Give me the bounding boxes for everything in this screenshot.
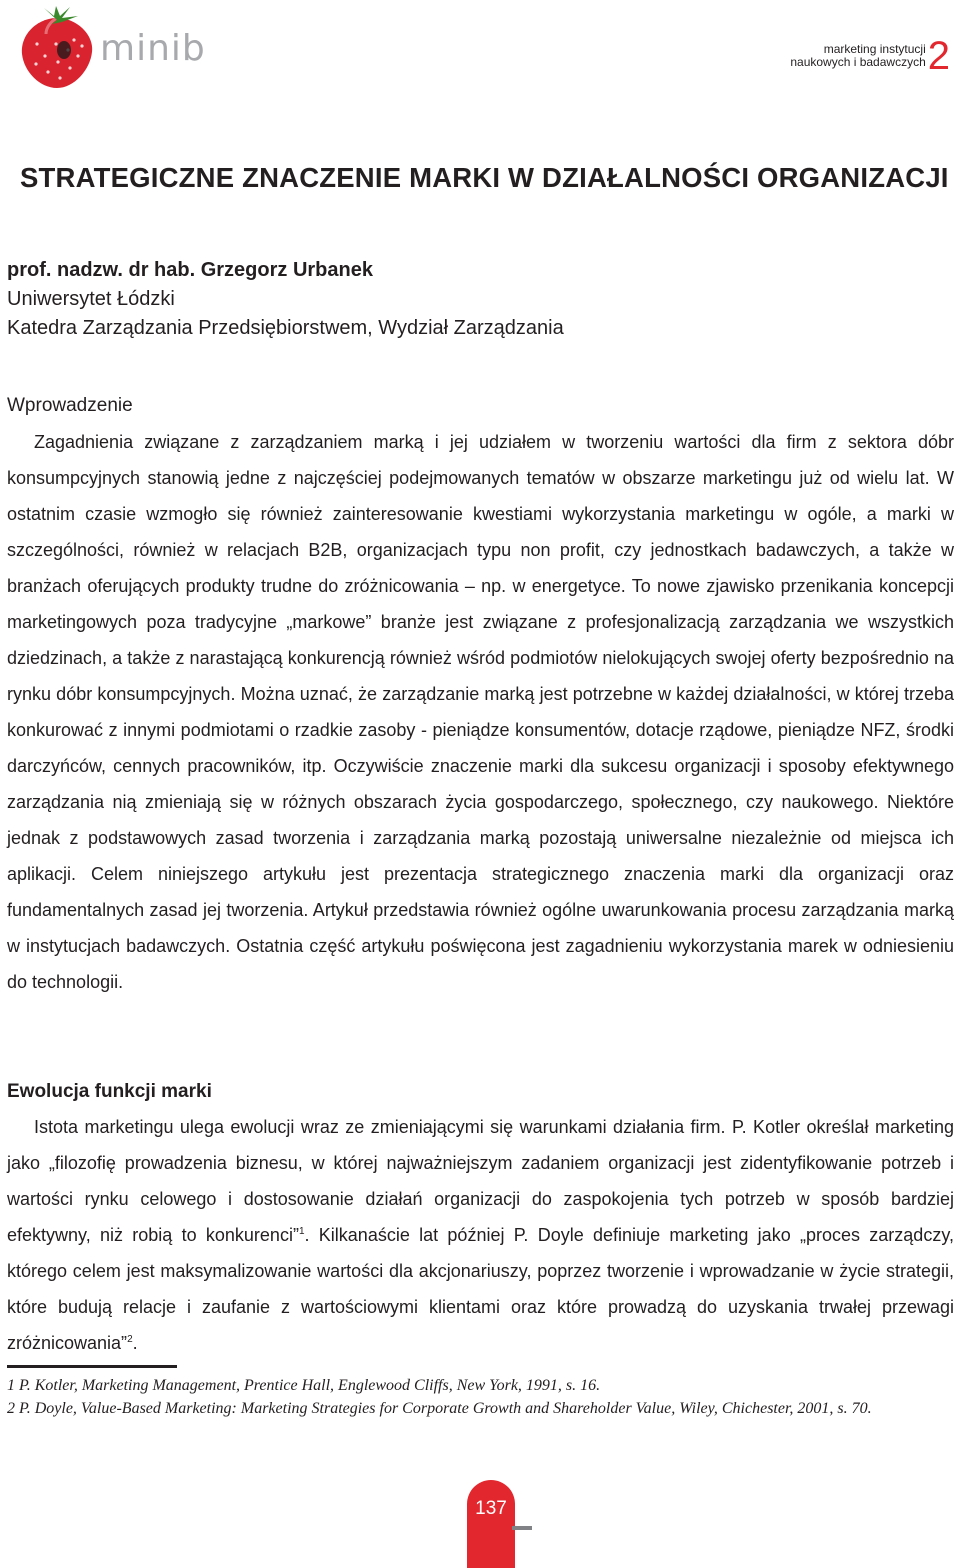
section-heading-intro: Wprowadzenie <box>7 395 133 416</box>
evolution-text-a: Istota marketingu ulega ewolucji wraz ze zmieniającymi się warunkami działania firm. P. Kotler określał marketing jako „filozofię prowadzenia biznesu, w której najważniejszym zadaniem organizacji jest zidentyfikowanie potrzeb i wartości rynku celowego i dostosowanie działań organizacji do zaspokojenia tych potrzeb w sposób bardziej efektywny, niż robią to konkurenci” <box>7 1117 954 1245</box>
evolution-text-b: . Kilkanaście lat później P. Doyle definiuje marketing jako „proces zarządczy, którego celem jest maksymalizowanie wartości dla akcjonariuszy, poprzez tworzenie i wprowadzanie w życie strategii, które budują relacje i zaufanie z wartościowymi klientami oraz które prowadzą do uzyskania trwałej przewagi zróżnicowania” <box>7 1225 954 1353</box>
footnote-divider <box>7 1365 177 1368</box>
page-number-accent <box>512 1526 532 1530</box>
evolution-paragraph <box>7 1109 954 1361</box>
logo-wordmark: minib <box>100 28 206 69</box>
article-title: STRATEGICZNE ZNACZENIE MARKI W DZIAŁALNOŚCI ORGANIZACJI <box>20 162 949 193</box>
author-affiliation-1: Uniwersytet Łódzki <box>7 288 175 310</box>
page-number-tab <box>467 1480 515 1568</box>
publication-brand <box>790 36 950 76</box>
footnotes <box>7 1375 954 1420</box>
intro-text: Zagadnienia związane z zarządzaniem marką i jej udziałem w tworzeniu wartości dla firm z sektora dóbr konsumpcyjnych stanowią jedne z najczęściej podejmowanych tematów w obszarze marketingu już od wielu lat. W ostatnim czasie wzmogło się również zainteresowanie kwestiami wykorzystania marketingu w ogóle, a marki w szczególności, również w relacjach B2B, organizacjach typu non profit, czy jednostkach badawczych, a także w branżach oferujących produkty trudne do zróżnicowania – np. w energetyce. To nowe zjawisko przenikania koncepcji marketingowych poza tradycyjne „markowe” branże jest związane z profesjonalizacją zarządzania we wszystkich dziedzinach, a także z narastającą konkurencją również wśród podmiotów nielokujących swojej oferty bezpośrednio na rynku dóbr konsumpcyjnych. Można uznać, że zarządzanie marką jest potrzebne w każdej działalności, w której trzeba konkurować z innymi podmiotami o rzadkie zasoby - pieniądze konsumentów, dotacje rządowe, pieniądze NFZ, środki darczyńców, cennych pracowników, itp. Oczywiście znaczenie marki dla sukcesu organizacji i sposoby efektywnego zarządzania nią zmieniają się w różnych obszarach życia gospodarczego, społecznego, czy naukowego. Niektóre jednak z podstawowych zasad tworzenia i zarządzania marką pozostają uniwersalne niezależnie od miejsca ich aplikacji. Celem niniejszego artykułu jest prezentacja strategicznego znaczenia marki dla organizacji oraz fundamentalnych zasad jej tworzenia. Artykuł przedstawia również ogólne uwarunkowania procesu zarządzania marką w instytucjach badawczych. Ostatnia część artykułu poświęcona jest zagadnieniu wykorzystania marek w odniesieniu do technologii. <box>7 432 954 992</box>
intro-paragraph <box>7 424 954 1000</box>
author-affiliation-2: Katedra Zarządzania Przedsiębiorstwem, Wydział Zarządzania <box>7 317 564 339</box>
footnote-ref-1[interactable]: 1 <box>298 1226 305 1237</box>
footnote-ref-2[interactable]: 2 <box>127 1334 133 1345</box>
footnote-1: 1 P. Kotler, Marketing Management, Prentice Hall, Englewood Cliffs, New York, 1991, s. 16. <box>7 1377 601 1394</box>
section-heading-evolution: Ewolucja funkcji marki <box>7 1081 212 1102</box>
page-header <box>0 0 960 100</box>
page-number: 137 <box>475 1498 507 1519</box>
footnote-2: 2 P. Doyle, Value-Based Marketing: Marketing Strategies for Corporate Growth and Shareholder Value, Wiley, Chichester, 2001, s. 70. <box>7 1399 872 1417</box>
evolution-text-c: . <box>132 1333 138 1353</box>
brand-number: 2 <box>927 34 950 78</box>
author-block <box>7 256 564 343</box>
brand-line-1: marketing instytucji <box>823 42 926 56</box>
strawberry-icon <box>12 4 102 94</box>
author-name: prof. nadzw. dr hab. Grzegorz Urbanek <box>7 259 373 281</box>
brand-line-2: naukowych i badawczych <box>790 55 926 69</box>
brand-text <box>790 43 925 69</box>
